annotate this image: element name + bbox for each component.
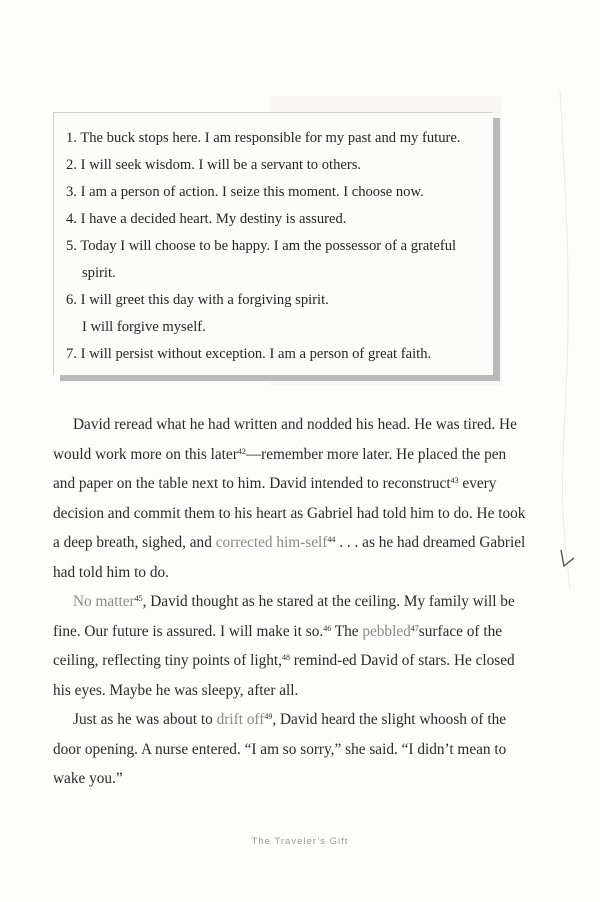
affirmation-text: 4. I have a decided heart. My destiny is assured. — [66, 211, 347, 227]
affirmation-text: 6. I will greet this day with a forgiving spirit. — [66, 292, 329, 308]
paragraph-text: every decision and commit them to his heart as Gabriel had told him to do. He took a deep breath, sighed, and — [53, 475, 526, 551]
paragraph-text: , David thought as he stared at the ceiling. My family will be fine. Our future is assured. I will make it so. — [53, 593, 515, 640]
affirmation-text: 1. The buck stops here. I am responsible for my past and my future. — [66, 130, 461, 146]
glossed-term: pebbled — [362, 622, 411, 640]
paragraph-3 — [53, 705, 531, 794]
footnote-ref: 47 — [410, 623, 419, 633]
affirmation-item — [66, 287, 483, 341]
affirmation-text: 7. I will persist without exception. I am a person of great faith. — [66, 346, 432, 362]
glossed-term: corrected him-self — [215, 534, 328, 551]
affirmation-item — [66, 152, 483, 179]
footnote-ref: 45 — [134, 594, 143, 603]
running-footer: The Traveler’s Gift — [251, 836, 349, 847]
affirmation-item — [66, 206, 483, 233]
affirmation-item — [66, 179, 483, 206]
paragraph-text: remind-ed David of stars. He closed his eyes. Maybe he was sleepy, after all. — [53, 652, 515, 699]
paragraph-text: . . . as he had dreamed Gabriel had told him to do. — [53, 534, 526, 581]
glossed-term: No matter — [73, 593, 135, 610]
paragraph-text: , David heard the slight whoosh of the door opening. A nurse entered. “I am so sorry,” she said. “I didn’t mean to wake you.” — [53, 711, 507, 787]
footnote-ref: 48 — [281, 653, 290, 662]
affirmation-continuation: I will forgive myself. — [82, 319, 206, 335]
body-text — [53, 410, 531, 794]
paragraph-text: Just as he was about to — [73, 711, 217, 728]
page-edge-mark — [552, 90, 582, 590]
affirmation-text: 5. Today I will choose to be happy. I am the possessor of a grateful — [66, 238, 457, 254]
affirmation-text: 3. I am a person of action. I seize this moment. I choose now. — [66, 184, 424, 200]
footnote-ref: 42 — [237, 446, 246, 456]
footnote-ref: 49 — [264, 712, 273, 721]
affirmation-item — [66, 125, 483, 152]
paragraph-1 — [53, 410, 531, 587]
glossed-term: drift off — [216, 711, 265, 728]
pen-check-mark — [558, 548, 576, 570]
affirmations-box — [53, 112, 493, 375]
footnote-ref: 44 — [327, 535, 336, 544]
affirmation-text: 2. I will seek wisdom. I will be a servant to others. — [66, 157, 362, 173]
affirmations-list — [66, 125, 483, 368]
paragraph-2 — [53, 587, 531, 705]
paragraph-text: surface of the ceiling, reflecting tiny points of light, — [53, 622, 503, 669]
footnote-ref: 46 — [323, 623, 332, 633]
affirmation-item — [66, 341, 483, 368]
paragraph-text: David reread what he had written and nodded his head. He was tired. He would work more on this later — [53, 416, 517, 463]
affirmation-continuation: spirit. — [82, 265, 116, 281]
affirmation-item — [66, 233, 483, 287]
paragraph-text: —remember more later. He placed the pen and paper on the table next to him. David intended to reconstruct — [53, 445, 507, 492]
paragraph-text: The — [331, 622, 363, 640]
footnote-ref: 43 — [450, 476, 459, 485]
